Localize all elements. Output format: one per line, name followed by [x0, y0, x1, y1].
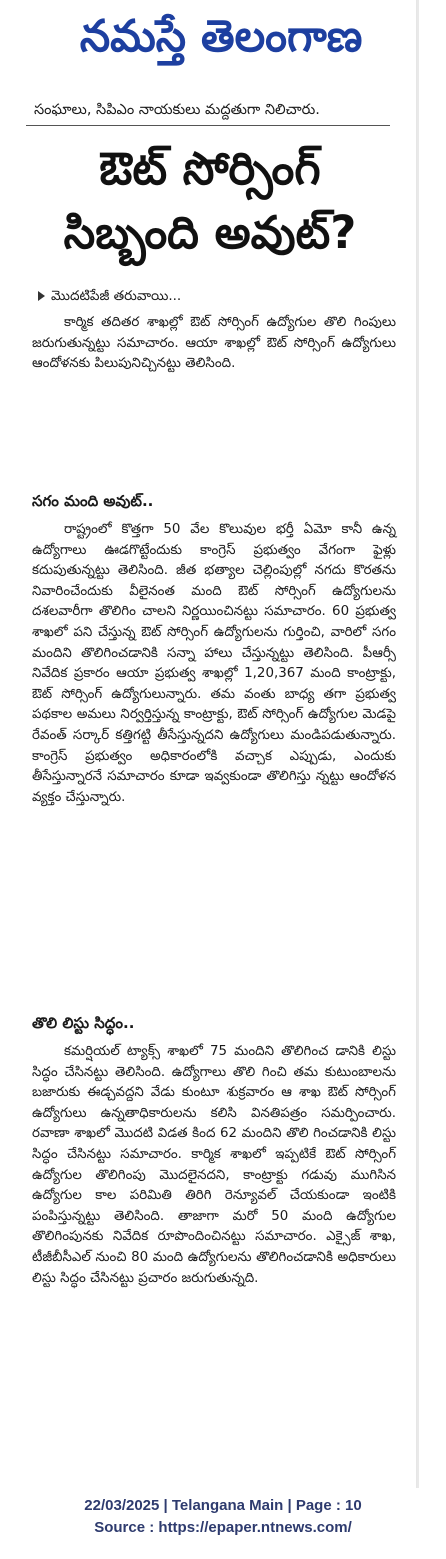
intro-text: కార్మిక తదితర శాఖల్లో ఔట్ సోర్సింగ్ ఉద్యోగుల తొలి గింపులు జరుగుతున్నట్టు సమాచారం. ఆయా శాఖల్లో ఔట్ సోర్సింగ్ ఉద్యోగులు ఆందోళనకు పిలుపునిచ్చినట్టు తెలిసింది.	[32, 315, 396, 372]
section2-text: కమర్షియల్ ట్యాక్స్ శాఖలో 75 మందిని తొలిగించ డానికి లిస్టు సిద్ధం చేసినట్టు తెలిసింది. ఉద్యోగాలు తొలి గించి తమ కుటుంబాలను బజారుకు ఈడ్చవద్దని వేడు కుంటూ శుక్రవారం ఆ శాఖ ఔట్ సోర్సింగ్ ఉద్యోగులు ఉన్నతాధికారులను కలిసి వినతిపత్రం సమర్పించారు. రవాణా శాఖలో మొదటి విడత కింద 62 మందిని తొలి గించడానికి లిస్టు సిద్ధం చేసినట్టు సమాచారం. కార్మిక శాఖలో ఇప్పటికే ఔట్ సోర్సింగ్ ఉద్యోగుల తొలిగింపు మొదలైనదని, కాంట్రాక్టు గడువు ముగిసిన ఉద్యోగుల కాల పరిమితి తిరిగి రెన్యూవల్ చేయకుండా ఇంటికి పంపిస్తున్నట్టు తెలిసింది. తాజాగా మరో 50 మంది ఉద్యోగుల తొలిగింపునకు నివేదిక రూపొందించినట్టు సమాచారం. ఎక్సైజ్ శాఖ, టీజీబీసీఎల్ నుంచి 80 మంది ఉద్యోగులను తొలిగించడానికి అధికారులు లిస్టు సిద్ధం చేసినట్టు ప్రచారం జరుగుతున్నది.	[32, 1044, 396, 1286]
section1-text: రాష్ట్రంలో కొత్తగా 50 వేల కొలువుల భర్తీ ఏమో కానీ ఉన్న ఉద్యోగాలు ఊడగొట్టేందుకు కాంగ్రెస్ ప్రభుత్వం వేగంగా ఫైళ్లు కదుపుతున్నట్టు తెలిసింది. జీత భత్యాల చెల్లింపుల్లో నగదు కొరతను నివారించేందుకు వీలైనంత మంది ఔట్ సోర్సింగ్ ఉద్యోగులను దశలవారీగా తొలిగిం చాలని నిర్ణయించినట్టు సమాచారం. 60 ప్రభుత్వ శాఖలో పని చేస్తున్న ఔట్ సోర్సింగ్ ఉద్యోగులను గుర్తించి, వారిలో సగం మందిని తొలిగించడానికి సన్నా హాలు చేస్తున్నట్టు తెలిసింది. పీఆర్సీ నివేదిక ప్రకారం ఆయా ప్రభుత్వ శాఖల్లో 1,20,367 మంది కాంట్రాక్టు, ఔట్ సోర్సింగ్ ఉద్యోగులున్నారు. తమ వంతు బాధ్య తగా ప్రభుత్వ పథకాల అమలు నిర్వర్తిస్తున్న కాంట్రాక్టు, ఔట్ సోర్సింగ్ ఉద్యోగుల మెడపై రేవంత్ సర్కార్ కత్తిగట్టి తీసేస్తున్నదని ఉద్యోగులు మండిపడుతున్నారు. కాంగ్రెస్ ప్రభుత్వం అధికారంలోకి వచ్చాక ఎప్పుడు, ఎందుకు తీసేస్తున్నారనే సమాచారం కూడా ఇవ్వకుండా తొలిగిస్తు న్నట్టు ఆందోళన వ్యక్తం చేస్తున్నారు.	[32, 522, 396, 805]
section2-paragraph	[32, 1042, 396, 1289]
subhead-half-out: సగం మంది అవుట్..	[32, 492, 154, 510]
subhead-first-list: తొలి లిస్టు సిద్ధం..	[32, 1014, 135, 1032]
continuation-label	[38, 286, 181, 306]
divider	[26, 125, 390, 126]
footer-edition-line: 22/03/2025 | Telangana Main | Page : 10	[84, 1497, 362, 1514]
jump-text: మొదటిపేజీ తరువాయి...	[51, 288, 182, 304]
footer-source-line: Source : https://epaper.ntnews.com/	[94, 1519, 352, 1536]
section1-paragraph	[32, 520, 396, 808]
masthead-title: నమస్తే తెలంగాణ	[79, 11, 363, 62]
masthead-logo	[22, 6, 420, 78]
previous-article-line: సంఘాలు, సిపిఎం నాయకులు మద్దతుగా నిలిచారు.	[34, 102, 320, 118]
triangle-arrow-icon	[38, 291, 45, 301]
headline-line-1: ఔట్ సోర్సింగ్	[99, 142, 321, 195]
headline-line-2: సిబ్బంది అవుట్?	[63, 206, 357, 259]
intro-paragraph	[32, 313, 396, 375]
